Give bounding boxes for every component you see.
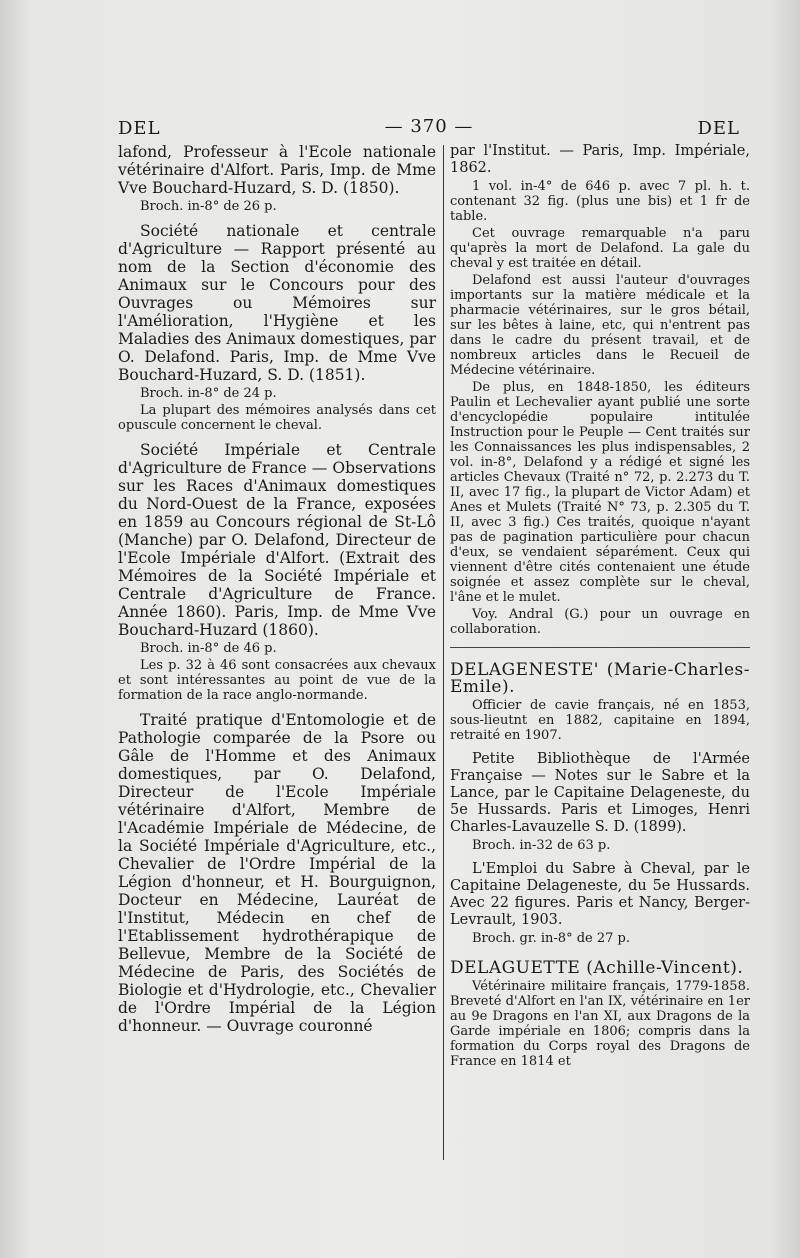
entry-text: lafond, Professeur à l'Ecole nationale vétérinaire d'Alfort. Paris, Imp. de Mme Vve Bouchard-Huzard, S. D. (1850). bbox=[118, 143, 436, 197]
entry-note: La plupart des mémoires analysés dans cet opuscule concernent le cheval. bbox=[118, 403, 436, 433]
right-column bbox=[450, 143, 750, 1069]
section-rule bbox=[450, 647, 750, 648]
entry-text: par l'Institut. — Paris, Imp. Impériale, 1862. bbox=[450, 143, 750, 176]
entry-note: Broch. in-8° de 46 p. bbox=[140, 641, 277, 656]
entry-text: Traité pratique d'Entomologie et de Pathologie comparée de la Psore ou Gâle de l'Homme et des Animaux domestiques, par O. Delafond, Directeur de l'Ecole Impériale vétérinaire d'Alfort, Membre de l'Académie Impériale de Médecine, de la Société Impériale d'Agriculture, etc., Chevalier de l'Ordre Impérial de la Légion d'honneur, et H. Bourguignon, Docteur en Médecine, Lauréat de l'Institut, Médecin en chef de l'Etablissement hydrothérapique de Bellevue, Membre de la Société de Médecine de Paris, des Sociétés de Biologie et d'Hydrologie, etc., Chevalier de l'Ordre Impérial de la Légion d'honneur. — Ouvrage couronné bbox=[118, 711, 436, 1035]
entry-note: Cet ouvrage remarquable n'a paru qu'après la mort de Delafond. La gale du cheval y est traitée en détail. bbox=[450, 226, 750, 271]
header-right: DEL bbox=[697, 118, 740, 139]
entry-text: Société Impériale et Centrale d'Agriculture de France — Observations sur les Races d'Animaux domestiques du Nord-Ouest de la France, exposées en 1859 au Concours régional de St-Lô (Manche) par O. Delafond, Directeur de l'Ecole Impériale d'Alfort. (Extrait des Mémoires de la Société Impériale et Centrale d'Agriculture de France. Année 1860). Paris, Imp. de Mme Vve Bouchard-Huzard (1860). bbox=[118, 441, 436, 639]
entry-note: Voy. Andral (G.) pour un ouvrage en collaboration. bbox=[450, 607, 750, 637]
entry-note: Delafond est aussi l'auteur d'ouvrages importants sur la matière médicale et la pharmacie vétérinaires, sur le gros bétail, sur les bêtes à laine, etc, qui n'entrent pas dans le cadre du présent travail, et de nombreux articles dans le Recueil de Médecine vétérinaire. bbox=[450, 273, 750, 378]
page-number: — 370 — bbox=[384, 116, 474, 137]
entry-note: Broch. in-8° de 26 p. bbox=[140, 199, 277, 214]
entry-note: Les p. 32 à 46 sont consacrées aux chevaux et sont intéressantes au point de vue de la formation de la race anglo-normande. bbox=[118, 658, 436, 703]
header-left: DEL bbox=[118, 118, 161, 139]
author-heading: DELAGENESTE' (Marie-Charles-Emile). bbox=[450, 660, 750, 697]
column-divider bbox=[443, 145, 444, 1160]
author-bio: Vétérinaire militaire français, 1779-1858. Breveté d'Alfort en l'an IX, vétérinaire en 1er au 9e Dragons en l'an XI, aux Dragons de la Garde impériale en 1806; compris dans la formation du Corps royal des Dragons de France en 1814 et bbox=[450, 979, 750, 1069]
entry-note: Broch. in-8° de 24 p. bbox=[140, 386, 277, 401]
author-heading: DELAGUETTE (Achille-Vincent). bbox=[450, 958, 744, 978]
page-header bbox=[118, 118, 740, 142]
entry-note: De plus, en 1848-1850, les éditeurs Paulin et Lechevalier ayant publié une sorte d'encyclopédie populaire intitulée Instruction pour le Peuple — Cent traités sur les Connaissances les plus indispensables, 2 vol. in-8°, Delafond y a rédigé et signé les articles Chevaux (Traité n° 72, p. 2.273 du T. II, avec 17 fig., la plupart de Victor Adam) et Anes et Mulets (Traité N° 73, p. 2.305 du T. II, avec 3 fig.) Ces traités, quoique n'ayant pas de pagination particulière pour chacun d'eux, se vendaient séparément. Ceux qui viennent d'être cités contenaient une étude soignée et assez complète sur le cheval, l'âne et le mulet. bbox=[450, 380, 750, 605]
entry-note: 1 vol. in-4° de 646 p. avec 7 pl. h. t. contenant 32 fig. (plus une bis) et 1 fr de table. bbox=[450, 179, 750, 224]
author-bio: Officier de cavie français, né en 1853, sous-lieutnt en 1882, capitaine en 1894, retraité en 1907. bbox=[450, 698, 750, 743]
entry-note: Broch. gr. in-8° de 27 p. bbox=[472, 931, 630, 946]
entry-text: Petite Bibliothèque de l'Armée Française — Notes sur le Sabre et la Lance, par le Capitaine Delageneste, du 5e Hussards. Paris et Limoges, Henri Charles-Lavauzelle S. D. (1899). bbox=[450, 751, 750, 835]
entry-text: L'Emploi du Sabre à Cheval, par le Capitaine Delageneste, du 5e Hussards. Avec 22 figures. Paris et Nancy, Berger-Levrault, 1903. bbox=[450, 861, 750, 928]
entry-note: Broch. in-32 de 63 p. bbox=[472, 838, 611, 853]
left-column bbox=[118, 143, 436, 1035]
entry-text: Société nationale et centrale d'Agriculture — Rapport présenté au nom de la Section d'économie des Animaux sur le Concours pour des Ouvrages ou Mémoires sur l'Amélioration, l'Hygiène et les Maladies des Animaux domestiques, par O. Delafond. Paris, Imp. de Mme Vve Bouchard-Huzard, S. D. (1851). bbox=[118, 222, 436, 384]
